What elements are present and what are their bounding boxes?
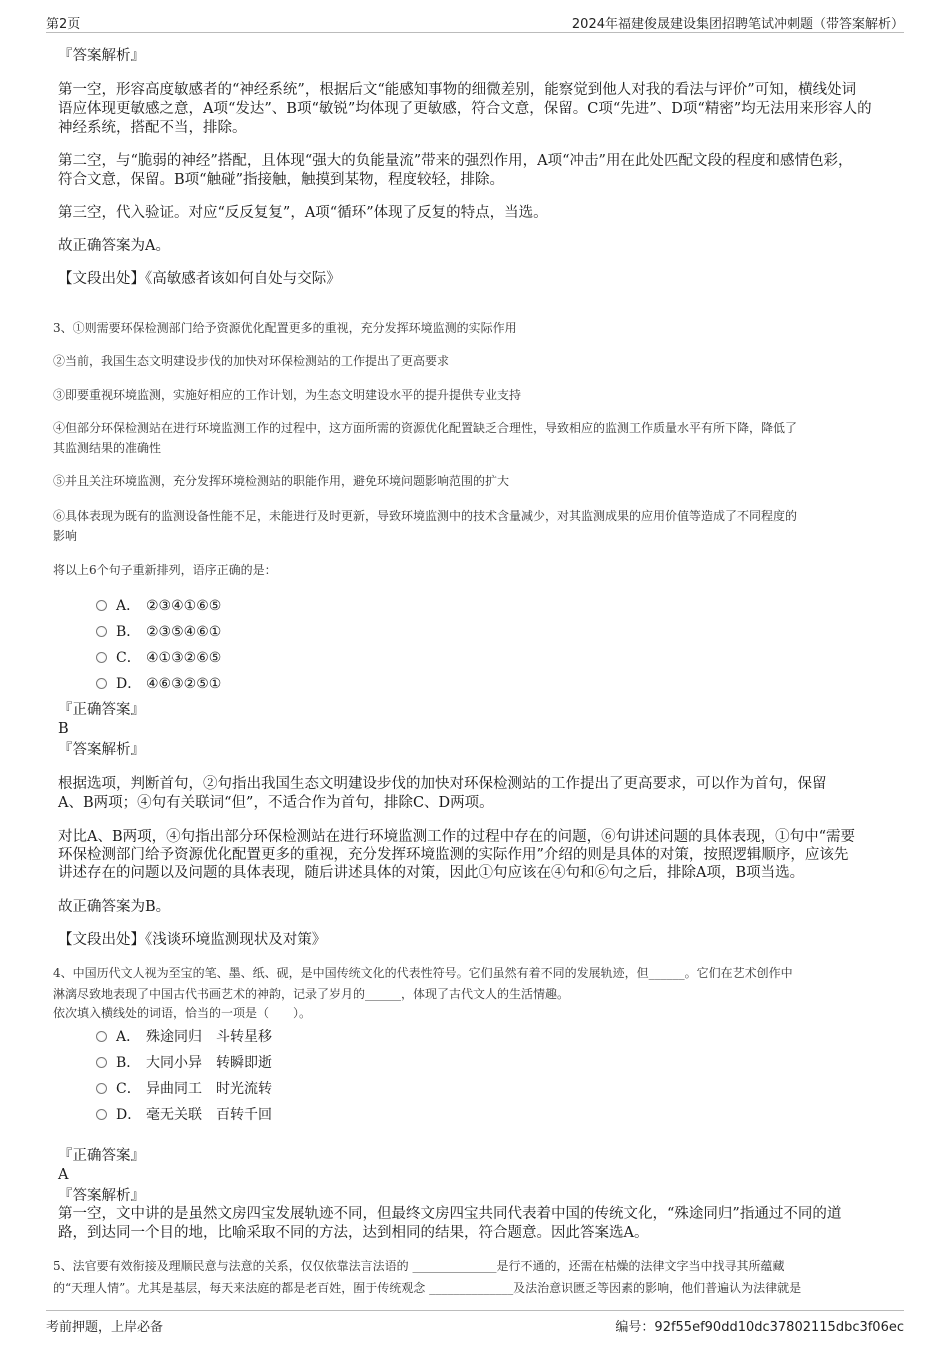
q3-sentence-6-line1: ⑥具体表现为既有的监测设备性能不足，未能进行及时更新，导致环境监测中的技术含量减少，对其监测成果的应用价值等造成了不同程度的 xyxy=(53,509,798,523)
q2-analysis-para2-line2: 符合文意，保留。B项“触碰”指接触，触摸到某物，程度较轻，排除。 xyxy=(58,172,504,188)
q2-analysis-para1-line2: 语应体现更敏感之意，A项“发达”、B项“敏锐”均体现了更敏感，符合文意，保留。C项“先进”、D项“精密”均无法用来形容人的 xyxy=(58,101,872,117)
q4-stem-line1: 4、中国历代文人视为至宝的笔、墨、纸、砚，是中国传统文化的代表性符号。它们虽然有着不同的发展轨迹，但______。它们在艺术创作中 xyxy=(53,966,793,980)
q2-conclusion: 故正确答案为A。 xyxy=(58,238,170,254)
q4-option-a[interactable]: A． 殊途同归 斗转星移 xyxy=(96,1028,272,1046)
page-header xyxy=(46,10,904,33)
q2-analysis-para3: 第三空，代入验证。对应“反反复复”，A项“循环”体现了反复的特点，当选。 xyxy=(58,205,548,221)
q3-analysis-para1-line1: 根据选项，判断首句，②句指出我国生态文明建设步伐的加快对环保检测站的工作提出了更高要求，可以作为首句，保留 xyxy=(58,776,827,792)
radio-button-icon[interactable] xyxy=(96,652,107,663)
document-title: 2024年福建俊晟建设集团招聘笔试冲刺题（带答案解析） xyxy=(571,17,904,32)
radio-button-icon[interactable] xyxy=(96,678,107,689)
q3-answer-label: 『正确答案』 xyxy=(58,702,145,718)
radio-button-icon[interactable] xyxy=(96,1083,107,1094)
q3-option-a[interactable]: A． ②③④①⑥⑤ xyxy=(96,597,221,615)
q4-answer: A xyxy=(58,1167,69,1183)
q4-option-d[interactable]: D． 毫无关联 百转千回 xyxy=(96,1106,272,1124)
radio-button-icon[interactable] xyxy=(96,1109,107,1120)
q3-conclusion: 故正确答案为B。 xyxy=(58,899,171,915)
document-serial: 编号：92f55ef90dd10dc37802115dbc3f06ec xyxy=(615,1320,904,1335)
q4-option-b[interactable]: B． 大同小异 转瞬即逝 xyxy=(96,1054,272,1072)
q3-analysis-para2-line2: 环保检测部门给予资源优化配置更多的重视，充分发挥环境监测的实际作用”介绍的则是具体的对策，按照逻辑顺序，应该先 xyxy=(58,847,849,863)
q4-analysis-label: 『答案解析』 xyxy=(58,1188,145,1204)
radio-button-icon[interactable] xyxy=(96,600,107,611)
q3-sentence-3: ③即要重视环境监测，实施好相应的工作计划，为生态文明建设水平的提升提供专业支持 xyxy=(53,388,522,402)
radio-button-icon[interactable] xyxy=(96,1057,107,1068)
q3-option-d[interactable]: D． ④⑥③②⑤① xyxy=(96,675,221,693)
q3-analysis-para2-line1: 对比A、B两项，④句指出部分环保检测站在进行环境监测工作的过程中存在的问题，⑥句讲述问题的具体表现，①句中“需要 xyxy=(58,829,856,845)
radio-button-icon[interactable] xyxy=(96,1031,107,1042)
q3-analysis-label: 『答案解析』 xyxy=(58,742,145,758)
q3-sentence-4-line2: 其监测结果的准确性 xyxy=(53,441,162,455)
q3-option-b[interactable]: B． ②③⑤④⑥① xyxy=(96,623,221,641)
q4-stem-line2: 淋漓尽致地表现了中国古代书画艺术的神韵，记录了岁月的______，体现了古代文人的生活情趣。 xyxy=(53,987,570,1001)
q2-analysis-para2-line1: 第二空，与“脆弱的神经”搭配，且体现“强大的负能量流”带来的强烈作用，A项“冲击”用在此处匹配文段的程度和感情色彩， xyxy=(58,153,853,169)
radio-button-icon[interactable] xyxy=(96,626,107,637)
q4-stem-line3: 依次填入横线处的词语，恰当的一项是（ ）。 xyxy=(53,1006,312,1020)
page-footer xyxy=(46,1310,904,1335)
q3-prompt: 将以上6个句子重新排列，语序正确的是： xyxy=(53,563,277,577)
footer-slogan: 考前押题，上岸必备 xyxy=(46,1320,164,1335)
q4-analysis-line1: 第一空，文中讲的是虽然文房四宝发展轨迹不同，但最终文房四宝共同代表着中国的传统文化，“殊途同归”指通过不同的道 xyxy=(58,1206,842,1222)
page-number: 第2页 xyxy=(46,17,81,32)
q4-option-c[interactable]: C． 异曲同工 时光流转 xyxy=(96,1080,272,1098)
q3-sentence-2: ②当前，我国生态文明建设步伐的加快对环保检测站的工作提出了更高要求 xyxy=(53,354,450,368)
q3-sentence-4-line1: ④但部分环保检测站在进行环境监测工作的过程中，这方面所需的资源优化配置缺乏合理性，导致相应的监测工作质量水平有所下降，降低了 xyxy=(53,421,798,435)
q5-stem-line1: 5、法官要有效衔接及理顺民意与法意的关系，仅仅依靠法言法语的 ______________是行不通的，还需在枯燥的法律文字当中找寻其所蕴藏 xyxy=(53,1259,785,1273)
q3-answer: B xyxy=(58,721,69,737)
q3-sentence-6-line2: 影响 xyxy=(53,529,78,543)
q3-analysis-para2-line3: 讲述存在的问题以及问题的具体表现，随后讲述具体的对策，因此①句应该在④句和⑥句之后，排除A项，B项当选。 xyxy=(58,865,805,881)
q2-analysis-para1-line1: 第一空，形容高度敏感者的“神经系统”，根据后文“能感知事物的细微差别，能察觉到他人对我的看法与评价”可知，横线处词 xyxy=(58,82,857,98)
q2-analysis-label: 『答案解析』 xyxy=(58,48,145,64)
q3-analysis-para1-line2: A、B两项；④句有关联词“但”，不适合作为首句，排除C、D两项。 xyxy=(58,795,494,811)
q4-analysis-line2: 路，到达同一个目的地，比喻采取不同的方法，达到相同的结果，符合题意。因此答案选A。 xyxy=(58,1225,649,1241)
q3-option-c[interactable]: C． ④①③②⑥⑤ xyxy=(96,649,221,667)
q3-source: 【文段出处】《浅谈环境监测现状及对策》 xyxy=(58,932,327,948)
q3-sentence-5: ⑤并且关注环境监测，充分发挥环境检测站的职能作用，避免环境问题影响范围的扩大 xyxy=(53,474,510,488)
q2-analysis-para1-line3: 神经系统，搭配不当，排除。 xyxy=(58,120,247,136)
q3-sentence-1: 3、①则需要环保检测部门给予资源优化配置更多的重视，充分发挥环境监测的实际作用 xyxy=(53,321,517,335)
q5-stem-line2: 的“天理人情”。尤其是基层，每天来法庭的都是老百姓，囿于传统观念 ______________及法治意识匮乏等因素的影响，他们普遍认为法律就是 xyxy=(53,1281,802,1295)
q2-source: 【文段出处】《高敏感者该如何自处与交际》 xyxy=(58,271,341,287)
q4-answer-label: 『正确答案』 xyxy=(58,1148,145,1164)
